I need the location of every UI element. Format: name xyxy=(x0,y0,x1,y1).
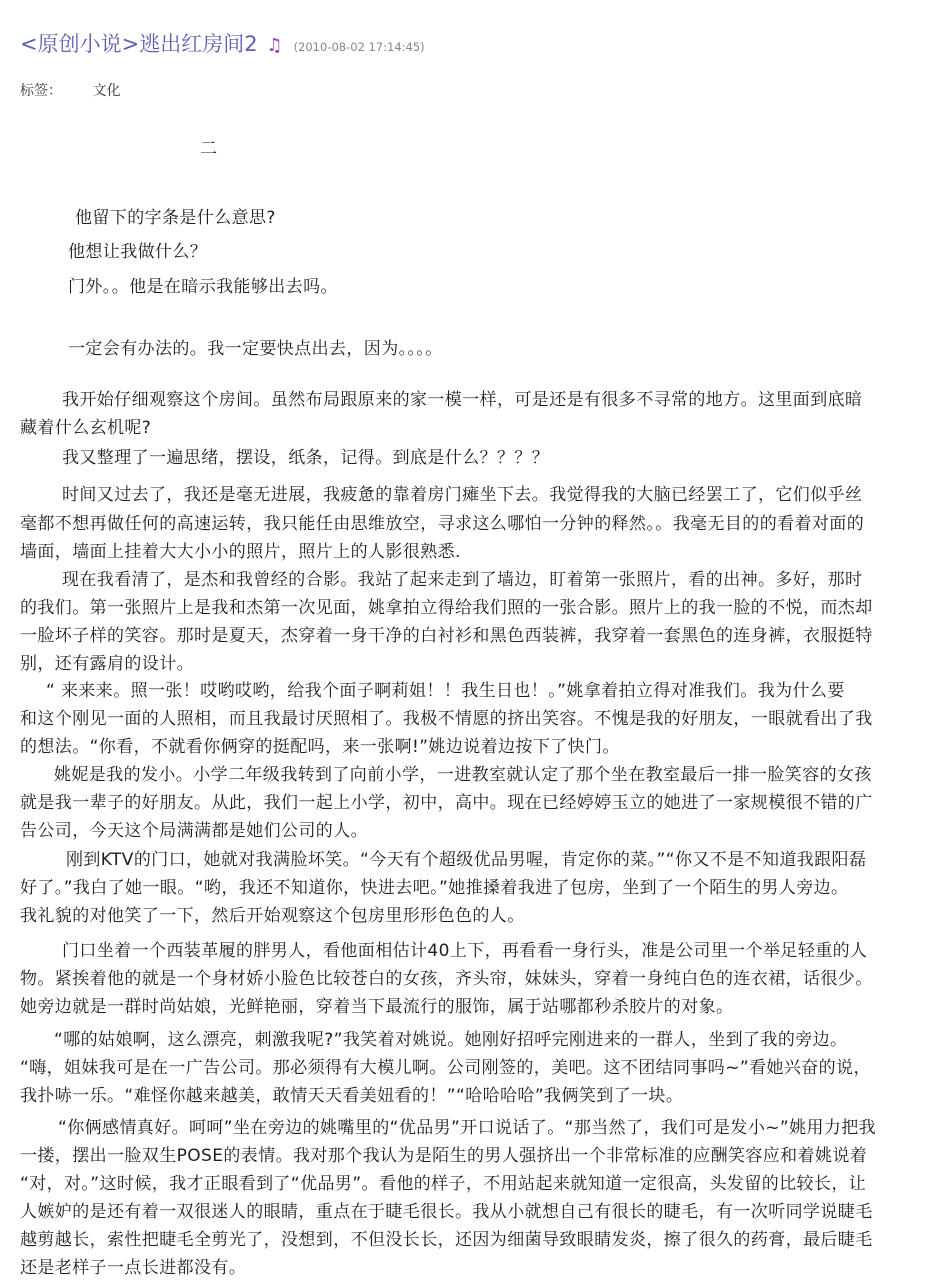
text-line: 一定会有办法的。我一定要快点出去，因为。。。。 xyxy=(68,339,443,359)
text-line: “嗨，姐妹我可是在一广告公司。那必须得有大模儿啊。公司刚签的，美吧。这不团结同事吗~”看她兴奋的说， xyxy=(20,1058,871,1078)
text-line: 我扑哧一乐。“难怪你越来越美，敢情天天看美妞看的！”“哈哈哈哈”我俩笑到了一块。 xyxy=(20,1086,684,1106)
post-header xyxy=(20,28,425,58)
text-line: 他留下的字条是什么意思? xyxy=(75,208,276,228)
text-line: 还是老样子一点长进都没有。 xyxy=(20,1258,247,1278)
text-line: 他想让我做什么？ xyxy=(68,242,208,262)
text-line: “哪的姑娘啊，这么漂亮，刺激我呢?”我笑着对姚说。她刚好招呼完刚进来的一群人，坐到了我的旁边。 xyxy=(54,1030,848,1050)
music-note-icon[interactable]: ♫ xyxy=(266,35,283,56)
chapter-number: 二 xyxy=(200,139,218,159)
text-line: 现在我看清了，是杰和我曾经的合影。我站了起来走到了墙边，盯着第一张照片，看的出神。多好，那时 xyxy=(62,570,863,590)
text-line: 她旁边就是一群时尚姑娘，光鲜艳丽，穿着当下最流行的服饰，属于站哪都秒杀胶片的对象。 xyxy=(20,997,734,1017)
tags-row xyxy=(20,80,120,100)
text-line: “ 来来来。照一张！哎哟哎哟，给我个面子啊莉姐！！我生日也！。”姚拿着拍立得对准我们。我为什么要 xyxy=(46,681,845,701)
text-line: 人嫉妒的是还有着一双很迷人的眼睛，重点在于睫毛很长。我从小就想自己有很长的睫毛，有一次听同学说睫毛 xyxy=(20,1202,873,1222)
text-line: 和这个刚见一面的人照相，而且我最讨厌照相了。我极不情愿的挤出笑容。不愧是我的好朋友，一眼就看出了我 xyxy=(20,709,873,729)
text-line: 好了。”我白了她一眼。“哟，我还不知道你，快进去吧。”她推搡着我进了包房，坐到了一个陌生的男人旁边。 xyxy=(20,878,849,898)
text-line: 姚妮是我的发小。小学二年级我转到了向前小学，一进教室就认定了那个坐在教室最后一排一脸笑容的女孩 xyxy=(54,765,872,785)
text-line: 墙面，墙面上挂着大大小小的照片，照片上的人影很熟悉. xyxy=(20,542,461,562)
text-line: 一脸坏子样的笑容。那时是夏天，杰穿着一身干净的白衬衫和黑色西装裤，我穿着一套黑色的连身裤，衣服挺特 xyxy=(20,626,873,646)
text-line: 一搂，摆出一脸双生POSE的表情。我对那个我认为是陌生的男人强挤出一个非常标准的应酬笑容应和着姚说着 xyxy=(20,1146,868,1166)
text-line: 藏着什么玄机呢? xyxy=(20,418,152,438)
text-line: 告公司，今天这个局满满都是她们公司的人。 xyxy=(20,821,368,841)
text-line: 的我们。第一张照片上是我和杰第一次见面，姚拿拍立得给我们照的一张合影。照片上的我一脸的不悦，而杰却 xyxy=(20,598,873,618)
text-line: 门外。。他是在暗示我能够出去吗。 xyxy=(68,277,338,297)
text-line: 就是我一辈子的好朋友。从此，我们一起上小学，初中，高中。现在已经婷婷玉立的她进了一家规模很不错的广 xyxy=(20,793,873,813)
text-line: 刚到KTV的门口，她就对我满脸坏笑。“今天有个超级优品男喔，肯定你的菜。”“你又不是不知道我跟阳磊 xyxy=(66,850,867,870)
text-line: 门口坐着一个西装革履的胖男人，看他面相估计40上下，再看看一身行头，准是公司里一个举足轻重的人 xyxy=(62,941,868,961)
text-line: “你俩感情真好。呵呵”坐在旁边的姚嘴里的“优品男”开口说话了。“那当然了，我们可是发小~”姚用力把我 xyxy=(58,1118,877,1138)
tag-link[interactable]: 文化 xyxy=(92,83,121,99)
text-line: 毫都不想再做任何的高速运转，我只能任由思维放空，寻求这么哪怕一分钟的释然。。我毫无目的的看着对面的 xyxy=(20,514,865,534)
tags-label: 标签： xyxy=(20,83,62,99)
text-line: 越剪越长，索性把睫毛全剪光了，没想到，不但没长长，还因为细菌导致眼睛发炎，擦了很久的药膏，最后睫毛 xyxy=(20,1230,873,1250)
text-line: 的想法。“你看，不就看你俩穿的挺配吗，来一张啊!”姚边说着边按下了快门。 xyxy=(20,737,620,757)
post-title[interactable]: <原创小说>逃出红房间2 xyxy=(20,32,258,56)
text-line: 我开始仔细观察这个房间。虽然布局跟原来的家一模一样，可是还是有很多不寻常的地方。这里面到底暗 xyxy=(62,390,863,410)
text-line: 我礼貌的对他笑了一下，然后开始观察这个包房里形形色色的人。 xyxy=(20,906,525,926)
post-timestamp: (2010-08-02 17:14:45) xyxy=(293,40,425,54)
text-line: “对，对。”这时候，我才正眼看到了“优品男”。看他的样子，不用站起来就知道一定很高，头发留的比较长，让 xyxy=(20,1174,867,1194)
text-line: 时间又过去了，我还是毫无进展，我疲惫的靠着房门瘫坐下去。我觉得我的大脑已经罢工了，它们似乎丝 xyxy=(62,485,863,505)
text-line: 物。紧挨着他的就是一个身材娇小脸色比较苍白的女孩，齐头帘，妹妹头，穿着一身纯白色的连衣裙，话很少。 xyxy=(20,969,873,989)
text-line: 别，还有露肩的设计。 xyxy=(20,654,194,674)
text-line: 我又整理了一遍思绪，摆设，纸条，记得。到底是什么？？？？ xyxy=(62,448,550,468)
